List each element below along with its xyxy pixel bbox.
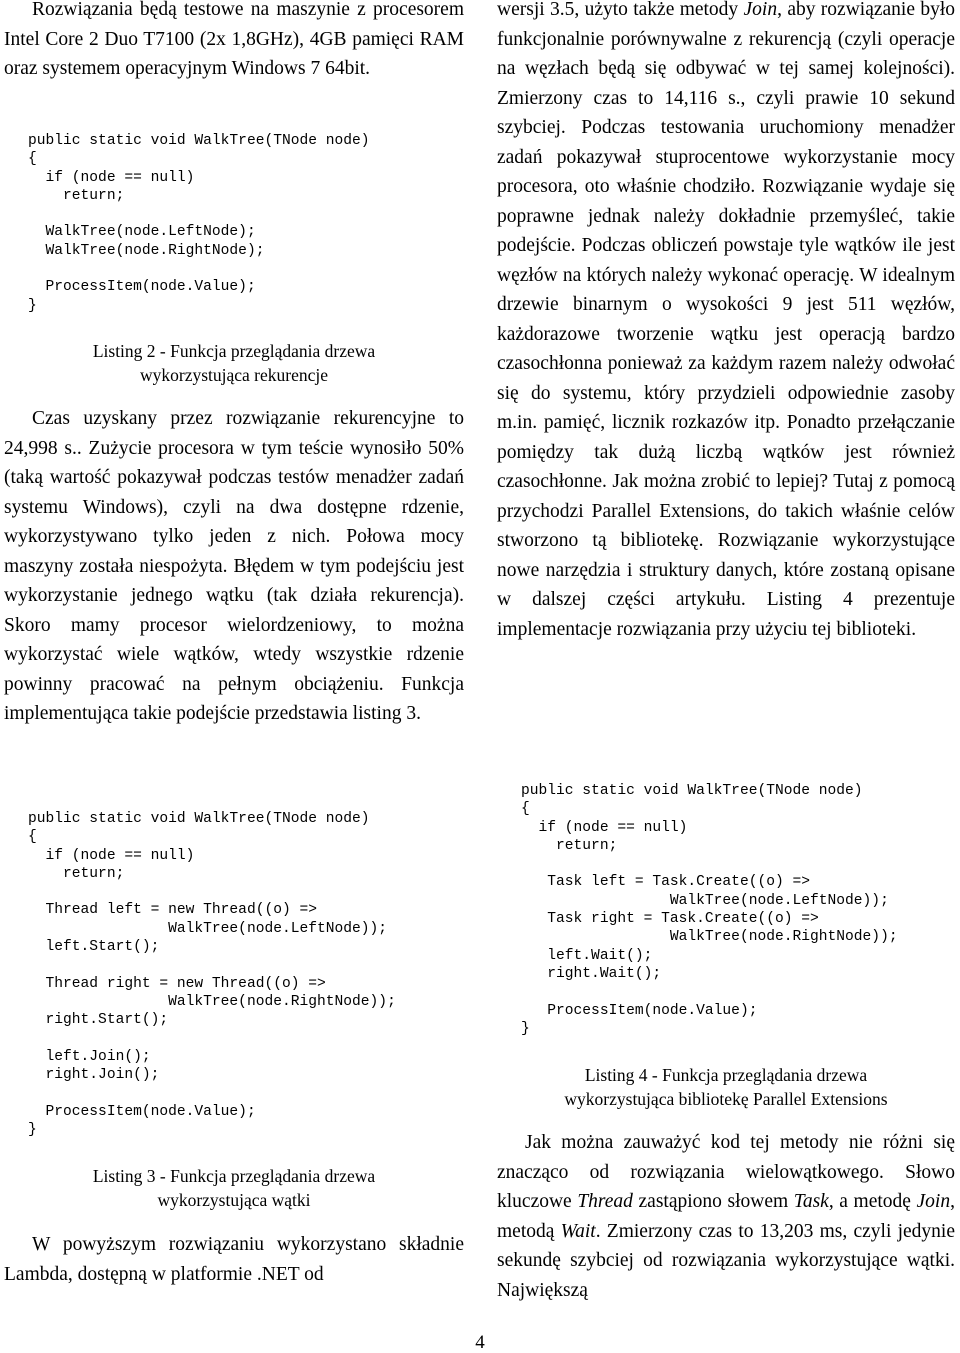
listing4-caption-line1: Listing 4 - Funkcja przeglądania drzewa	[584, 1065, 868, 1085]
continued-paragraph	[497, 0, 955, 644]
join-method-name-2: Join	[916, 1191, 951, 1212]
listing3-caption-line1: Listing 3 - Funkcja przeglądania drzewa	[92, 1166, 376, 1186]
listing4-caption-line2: wykorzystująca bibliotekę Parallel Extensions	[564, 1088, 888, 1109]
recursion-paragraph: Czas uzyskany przez rozwiązanie rekurencyjne to 24,998 s.. Zużycie procesora w tym teście wynosiło 50% (taką wartość pokazywał podczas testów menadżer zadań systemu Windows), czyli na dwa dostępne rdzenie, wykorzystywano tylko jeden z nich. Połowa mocy maszyny została niespożyta. Błędem w tym podejściu jest wykorzystanie jednego wątku (tak działa rekurencja). Skoro mamy procesor wielordzeniowy, to można wykorzystać wiele wątków, wtedy wszystkie rdzenie powinny pracować na pełnym obciążeniu. Funkcja implementująca takie podejście przedstawia listing 3.	[4, 408, 464, 724]
continued-text-a: wersji 3.5, użyto także metody	[497, 0, 744, 20]
wait-method-name: Wait	[560, 1220, 596, 1242]
listing3-caption	[4, 1165, 464, 1212]
listing3-code: public static void WalkTree(TNode node) { if (node == null) return; Thread left = new Thread((o) => WalkTree(node.LeftNode)); left.Start(); Thread right = new Thread((o) => WalkTree(node.RightNode)); right.Start(); left.Join(); right.Join(); ProcessItem(node.Value); }	[28, 811, 396, 1139]
task-text-b: zastąpiono słowem	[632, 1191, 794, 1212]
task-text-d: , metodą	[497, 1191, 955, 1242]
task-text-c: , a metodę	[828, 1191, 917, 1212]
listing2-caption-line2: wykorzystująca rekurencje	[139, 364, 329, 385]
task-paragraph	[497, 1128, 955, 1305]
listing2-code: public static void WalkTree(TNode node) { if (node == null) return; WalkTree(node.LeftNode); WalkTree(node.RightNode); ProcessItem(node.Value); }	[28, 133, 370, 314]
task-text-e: . Zmierzony czas to 13,203 ms, czyli jedynie sekundę szybciej od rozwiązania wykorzystujące wątki. Największą	[497, 1220, 955, 1301]
listing4-caption	[493, 1064, 959, 1111]
task-text-a: Jak można zauważyć kod tej metody nie różni się znacząco od rozwiązania wielowątkowego. Słowo kluczowe	[497, 1132, 955, 1212]
task-keyword: Task	[793, 1191, 829, 1212]
listing3-caption-line2: wykorzystująca wątki	[157, 1189, 311, 1210]
listing2-caption	[4, 340, 464, 387]
listing2-caption-line1: Listing 2 - Funkcja przeglądania drzewa	[92, 341, 376, 361]
page-number: 4	[475, 1332, 485, 1353]
join-method-name: Join	[743, 0, 778, 20]
intro-paragraph: Rozwiązania będą testowe na maszynie z procesorem Intel Core 2 Duo T7100 (2x 1,8GHz), 4GB pamięci RAM oraz systemem operacyjnym Windows 7 64bit.	[4, 0, 464, 79]
lambda-paragraph: W powyższym rozwiązaniu wykorzystano składnie Lambda, dostępną w platformie .NET od	[4, 1234, 464, 1285]
continued-text-b: , aby rozwiązanie było funkcjonalnie porównywalne z rekurencją (czyli operacje na węzłach będą się odbywać w tej samej kolejności). Zmierzony czas to 14,116 s., czyli prawie 10 sekund szybciej. Podczas testowania uruchomiony menadżer zadań pokazywał stuprocentowe wykorzystanie mocy procesora, oto właśnie chodziło. Rozwiązanie wydaje się poprawne jednak należy dokładnie przemyśleć, takie podejście. Podczas obliczeń powstaje tyle wątków ile jest węzłów na których należy wykonać operację. W idealnym drzewie binarnym o wysokości 9 jest 511 węzłów, każdorazowe tworzenie wątku jest operacją bardzo czasochłonna ponieważ za każdym razem należy odwołać się do systemu, który przydzieli odpowiednie zasoby m.in. pamięć, licznik rozkazów itp. Ponadto przełączanie pomiędzy tak dużą liczbą wątków jest również czasochłonne. Jak można zrobić to lepiej? Tutaj z pomocą przychodzi Parallel Extensions, do takich właśnie celów stworzono tą bibliotekę. Rozwiązanie wykorzystujące nowe narzędzia i struktury danych, które zostaną opisane w dalszej części artykułu. Listing 4 prezentuje implementacje rozwiązania przy użyciu tej biblioteki.	[497, 0, 955, 640]
listing4-code: public static void WalkTree(TNode node) { if (node == null) return; Task left = Task.Create((o) => WalkTree(node.LeftNode)); Task right = Task.Create((o) => WalkTree(node.RightNode)); left.Wait(); right.Wait(); ProcessItem(node.Value); }	[521, 783, 898, 1037]
thread-keyword: Thread	[577, 1191, 633, 1212]
